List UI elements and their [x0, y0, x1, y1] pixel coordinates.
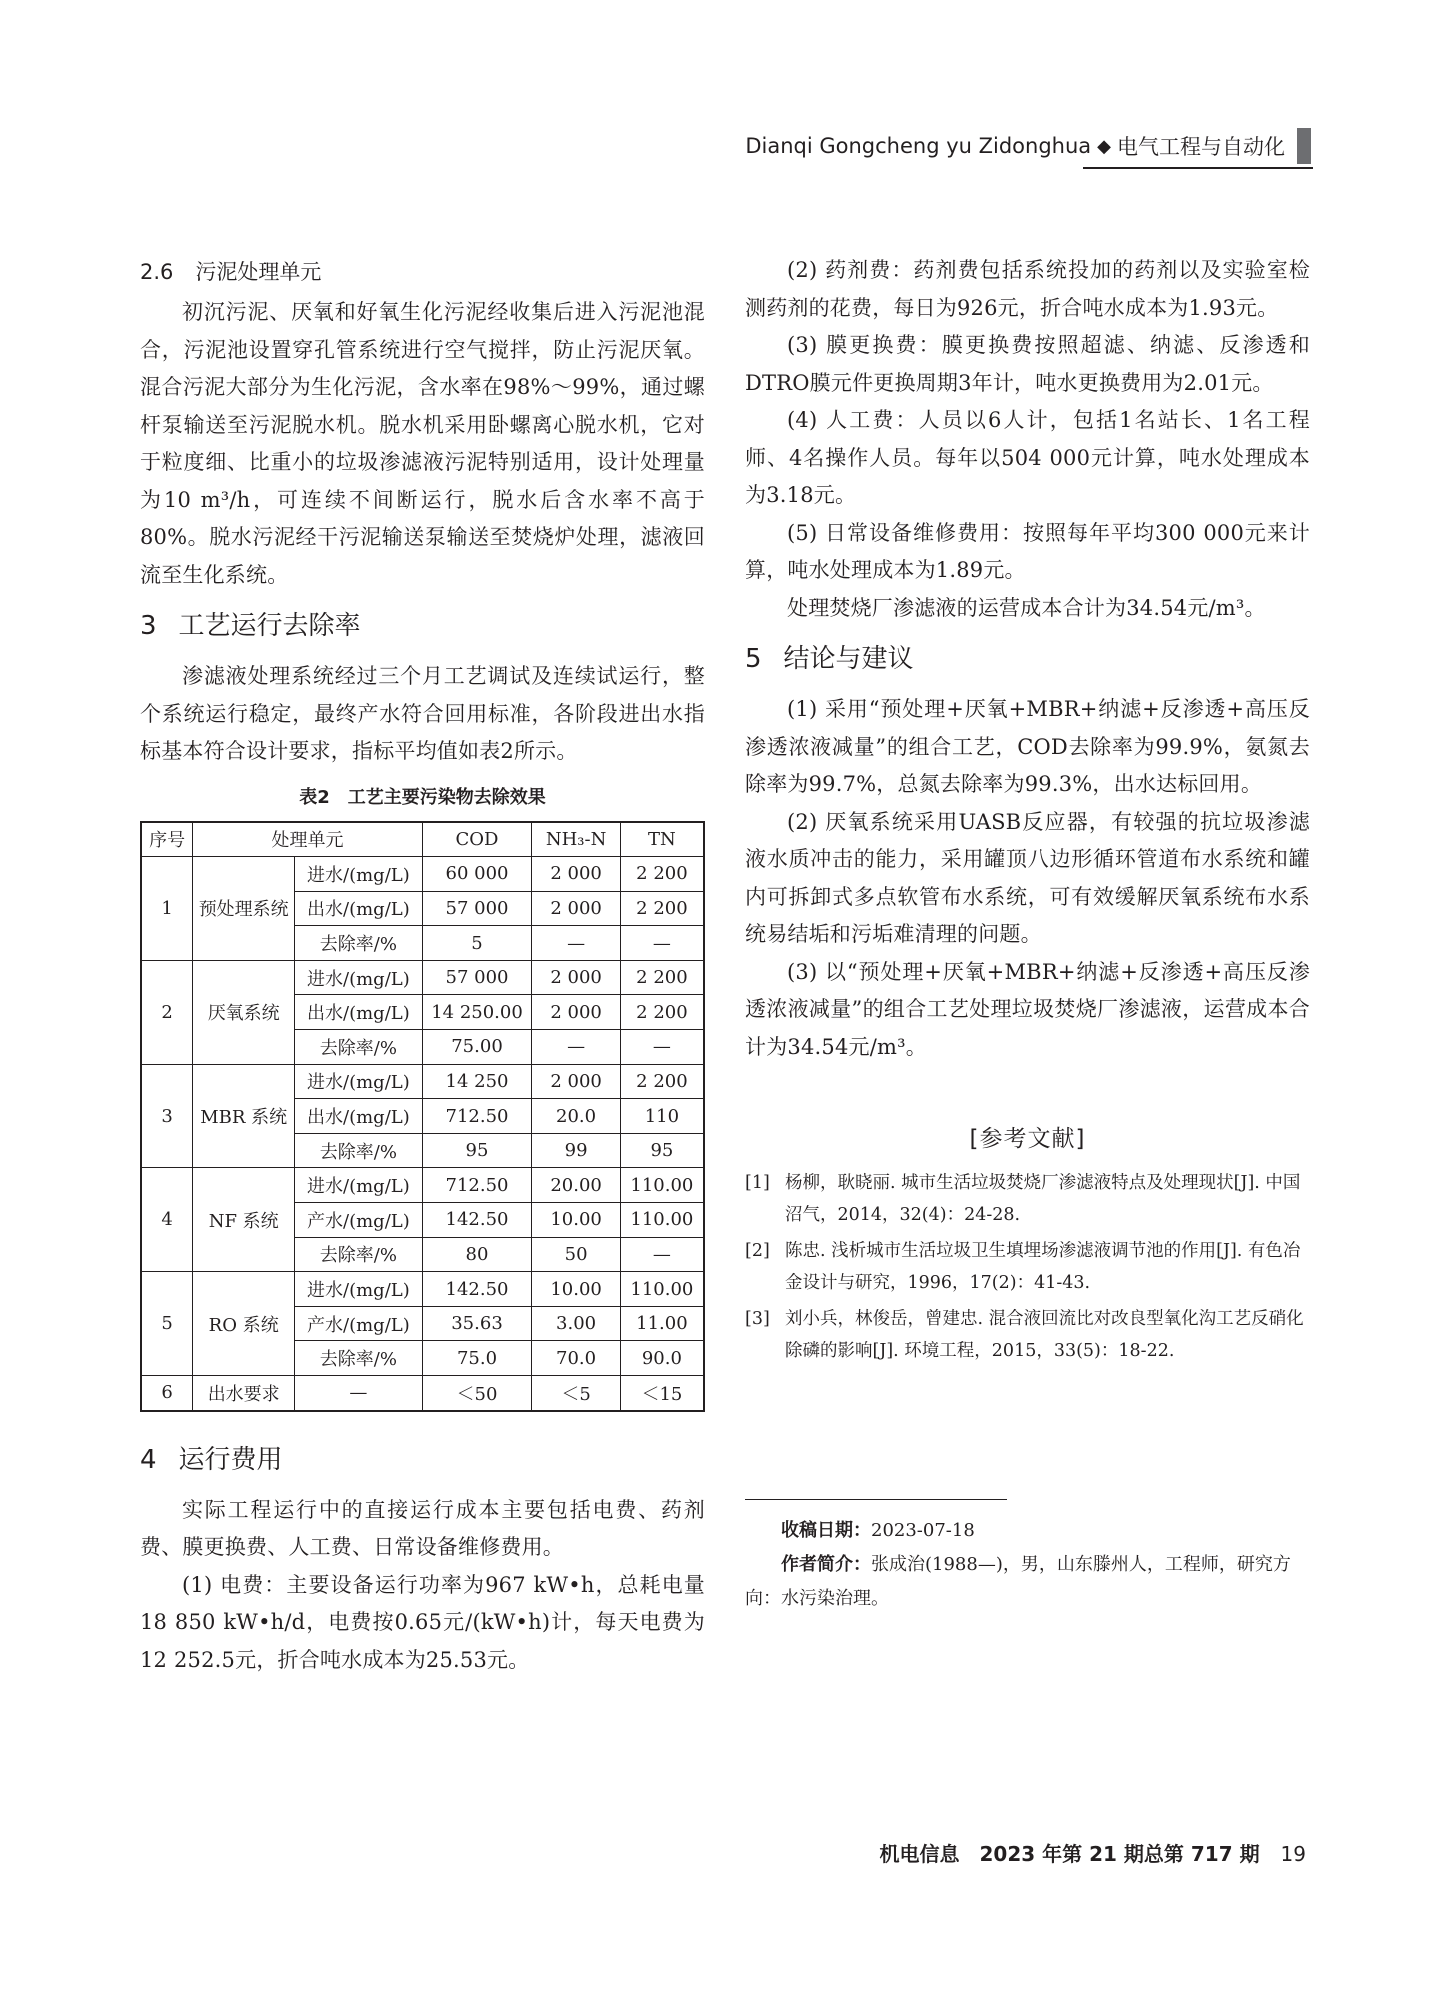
unit-name: 预处理系统: [193, 857, 295, 961]
section-4-total: 处理焚烧厂渗滤液的运营成本合计为34.54元/m³。: [787, 595, 1266, 620]
tn-value: 110.00: [620, 1272, 704, 1307]
table-row: [141, 1168, 704, 1203]
cod-value: 142.50: [422, 1203, 532, 1238]
row-number: 4: [141, 1168, 193, 1272]
unit-name: MBR 系统: [193, 1064, 295, 1168]
nh3-value: 99: [532, 1133, 620, 1168]
header-rule: [1083, 167, 1313, 169]
tn-value: 2 200: [620, 857, 704, 892]
cod-value: 712.50: [422, 1099, 532, 1134]
received-date: 收稿日期：2023-07-18: [781, 1520, 975, 1541]
cod-value: 75.0: [422, 1341, 532, 1376]
section-heading-5: 5 结论与建议: [745, 644, 914, 674]
metric-label: 去除率/%: [295, 1341, 423, 1376]
metric-label: 进水/(mg/L): [295, 960, 423, 995]
metric-label: 出水/(mg/L): [295, 995, 423, 1030]
table-row: [141, 960, 704, 995]
reference-item: [1] 杨柳，耿晓丽. 城市生活垃圾焚烧厂渗滤液特点及处理现状[J]. 中国沼气，2014，32(4)：24-28.: [745, 1173, 1301, 1225]
nh3-value: 10.00: [532, 1272, 620, 1307]
section-heading-3: 3 工艺运行去除率: [140, 611, 361, 641]
tn-value: 95: [620, 1133, 704, 1168]
row-number: 1: [141, 857, 193, 961]
conclusion-1: (1) 采用“预处理+厌氧+MBR+纳滤+反渗透+高压反渗透浓液减量”的组合工艺，COD去除率为99.9%，氨氮去除率为99.7%，总氮去除率为99.3%，出水达标回用。: [745, 697, 1310, 796]
cod-value: 60 000: [422, 857, 532, 892]
row-number: 5: [141, 1272, 193, 1376]
author-bio: 作者简介：张成治(1988—)，男，山东滕州人，工程师，研究方向：水污染治理。: [745, 1554, 1291, 1609]
section-4-item-5: (5) 日常设备维修费用：按照每年平均300 000元来计算，吨水处理成本为1.89元。: [745, 520, 1310, 582]
last-row-no: 6: [141, 1376, 193, 1411]
last-row-tn: ＜15: [620, 1376, 704, 1411]
table-header-row: [141, 822, 704, 857]
table-caption: 表2 工艺主要污染物去除效果: [299, 786, 546, 808]
cod-value: 5: [422, 926, 532, 961]
section-heading-2-6: 2.6 污泥处理单元: [140, 260, 322, 284]
metric-label: 产水/(mg/L): [295, 1203, 423, 1238]
nh3-value: 70.0: [532, 1341, 620, 1376]
reference-item: [2] 陈忠. 浅析城市生活垃圾卫生填埋场渗滤液调节池的作用[J]. 有色冶金设计与研究，1996，17(2)：41-43.: [745, 1241, 1301, 1293]
tn-value: 2 200: [620, 891, 704, 926]
cod-value: 80: [422, 1237, 532, 1272]
footer-journal-issue: 机电信息 2023 年第 21 期总第 717 期: [879, 1842, 1260, 1866]
table-row: [141, 857, 704, 892]
tn-value: 2 200: [620, 995, 704, 1030]
references-list: [745, 1167, 1310, 1367]
cod-value: 57 000: [422, 960, 532, 995]
removal-table: [140, 821, 705, 1412]
metric-label: 去除率/%: [295, 1133, 423, 1168]
running-header: [745, 128, 1311, 164]
tn-value: 90.0: [620, 1341, 704, 1376]
journal-pinyin: Dianqi Gongcheng yu Zidonghua: [745, 134, 1092, 158]
tn-value: —: [620, 1237, 704, 1272]
header-tn: TN: [620, 822, 704, 857]
metric-label: 去除率/%: [295, 1030, 423, 1065]
footnote-rule: [745, 1499, 1007, 1500]
metric-label: 进水/(mg/L): [295, 857, 423, 892]
header-bar-icon: [1297, 128, 1311, 164]
last-row-label: —: [295, 1376, 423, 1411]
references-title: [参考文献]: [969, 1126, 1086, 1152]
nh3-value: —: [532, 926, 620, 961]
header-no: 序号: [141, 822, 193, 857]
nh3-value: —: [532, 1030, 620, 1065]
tn-value: 2 200: [620, 960, 704, 995]
row-number: 2: [141, 960, 193, 1064]
metric-label: 出水/(mg/L): [295, 891, 423, 926]
nh3-value: 2 000: [532, 891, 620, 926]
last-row-nh3: ＜5: [532, 1376, 620, 1411]
section-2-6-text: 初沉污泥、厌氧和好氧生化污泥经收集后进入污泥池混合，污泥池设置穿孔管系统进行空气搅拌，防止污泥厌氧。混合污泥大部分为生化污泥，含水率在98%～99%，通过螺杆泵输送至污泥脱水机。脱水机采用卧螺离心脱水机，它对于粒度细、比重小的垃圾渗滤液污泥特别适用，设计处理量为10 m³/h，可连续不间断运行，脱水后含水率不高于80%。脱水污泥经干污泥输送泵输送至焚烧炉处理，滤液回流至生化系统。: [140, 300, 705, 587]
reference-item: [3] 刘小兵，林俊岳，曾建忠. 混合液回流比对改良型氧化沟工艺反硝化除磷的影响[J]. 环境工程，2015，33(5)：18-22.: [745, 1309, 1304, 1361]
tn-value: 110: [620, 1099, 704, 1134]
nh3-value: 3.00: [532, 1306, 620, 1341]
metric-label: 去除率/%: [295, 1237, 423, 1272]
metric-label: 进水/(mg/L): [295, 1168, 423, 1203]
nh3-value: 2 000: [532, 960, 620, 995]
cod-value: 95: [422, 1133, 532, 1168]
nh3-value: 20.00: [532, 1168, 620, 1203]
section-4-item-4: (4) 人工费：人员以6人计，包括1名站长、1名工程师、4名操作人员。每年以504 000元计算，吨水处理成本为3.18元。: [745, 408, 1310, 507]
page-footer: [880, 1838, 1306, 1867]
section-4-item-2: (2) 药剂费：药剂费包括系统投加的药剂以及实验室检测药剂的花费，每日为926元，折合吨水成本为1.93元。: [745, 258, 1310, 320]
conclusion-3: (3) 以“预处理+厌氧+MBR+纳滤+反渗透+高压反渗透浓液减量”的组合工艺处理垃圾焚烧厂渗滤液，运营成本合计为34.54元/m³。: [745, 959, 1310, 1059]
nh3-value: 2 000: [532, 857, 620, 892]
metric-label: 去除率/%: [295, 926, 423, 961]
nh3-value: 50: [532, 1237, 620, 1272]
tn-value: 110.00: [620, 1203, 704, 1238]
tn-value: 110.00: [620, 1168, 704, 1203]
tn-value: 2 200: [620, 1064, 704, 1099]
metric-label: 出水/(mg/L): [295, 1099, 423, 1134]
nh3-value: 10.00: [532, 1203, 620, 1238]
cod-value: 35.63: [422, 1306, 532, 1341]
left-column: [140, 252, 705, 1679]
table-row: [141, 1064, 704, 1099]
last-row-cod: ＜50: [422, 1376, 532, 1411]
cod-value: 14 250: [422, 1064, 532, 1099]
metric-label: 进水/(mg/L): [295, 1064, 423, 1099]
section-4-item-3: (3) 膜更换费：膜更换费按照超滤、纳滤、反渗透和DTRO膜元件更换周期3年计，吨水更换费用为2.01元。: [745, 333, 1310, 395]
section-heading-4: 4 运行费用: [140, 1444, 283, 1475]
cod-value: 75.00: [422, 1030, 532, 1065]
metric-label: 进水/(mg/L): [295, 1272, 423, 1307]
diamond-icon: ◆: [1097, 135, 1111, 157]
section-4-item-1: (1) 电费：主要设备运行功率为967 kW•h，总耗电量18 850 kW•h/d，电费按0.65元/(kW•h)计，每天电费为12 252.5元，折合吨水成本为25.53元。: [140, 1572, 705, 1672]
unit-name: 厌氧系统: [193, 960, 295, 1064]
nh3-value: 2 000: [532, 1064, 620, 1099]
conclusion-2: (2) 厌氧系统采用UASB反应器，有较强的抗垃圾渗滤液水质冲击的能力，采用罐顶八边形循环管道布水系统和罐内可拆卸式多点软管布水系统，可有效缓解厌氧系统布水系统易结垢和污垢难清理的问题。: [745, 809, 1310, 946]
cod-value: 14 250.00: [422, 995, 532, 1030]
nh3-value: 20.0: [532, 1099, 620, 1134]
table-row: [141, 1272, 704, 1307]
right-column: [745, 252, 1310, 1616]
header-unit: 处理单元: [193, 822, 422, 857]
cod-value: 142.50: [422, 1272, 532, 1307]
section-4-intro: 实际工程运行中的直接运行成本主要包括电费、药剂费、膜更换费、人工费、日常设备维修费用。: [140, 1497, 705, 1560]
unit-name: RO 系统: [193, 1272, 295, 1376]
nh3-value: 2 000: [532, 995, 620, 1030]
last-row-name: 出水要求: [193, 1376, 295, 1411]
row-number: 3: [141, 1064, 193, 1168]
unit-name: NF 系统: [193, 1168, 295, 1272]
header-nh3: NH₃-N: [532, 822, 620, 857]
header-cod: COD: [422, 822, 532, 857]
metric-label: 产水/(mg/L): [295, 1306, 423, 1341]
journal-title: 电气工程与自动化: [1117, 135, 1285, 159]
tn-value: 11.00: [620, 1306, 704, 1341]
tn-value: —: [620, 1030, 704, 1065]
section-3-text: 渗滤液处理系统经过三个月工艺调试及连续试运行，整个系统运行稳定，最终产水符合回用标准，各阶段进出水指标基本符合设计要求，指标平均值如表2所示。: [140, 664, 705, 763]
page-number: 19: [1280, 1842, 1306, 1866]
cod-value: 57 000: [422, 891, 532, 926]
tn-value: —: [620, 926, 704, 961]
table-row: [141, 1376, 704, 1411]
cod-value: 712.50: [422, 1168, 532, 1203]
